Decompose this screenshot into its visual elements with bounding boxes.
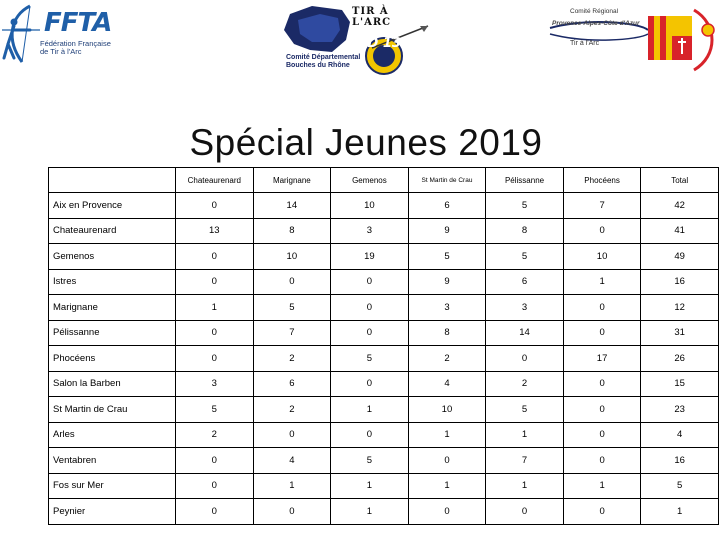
score-cell: 6	[486, 269, 564, 295]
score-cell: 3	[408, 295, 486, 321]
club-name: Aix en Provence	[49, 193, 176, 219]
score-cell: 0	[253, 499, 331, 525]
score-cell: 2	[408, 346, 486, 372]
table-header-row	[49, 168, 719, 193]
score-cell: 0	[563, 499, 641, 525]
score-cell: 0	[176, 346, 254, 372]
score-cell: 0	[331, 320, 409, 346]
score-cell: 0	[563, 422, 641, 448]
score-cell: 0	[563, 371, 641, 397]
score-cell: 1	[486, 473, 564, 499]
region-line-1: Comité Régional	[570, 8, 619, 15]
score-cell: 0	[563, 295, 641, 321]
score-cell: 10	[331, 193, 409, 219]
score-cell: 0	[176, 269, 254, 295]
score-cell: 1	[486, 422, 564, 448]
table-row	[49, 448, 719, 474]
club-name: Phocéens	[49, 346, 176, 372]
score-cell: 0	[486, 499, 564, 525]
score-cell: 0	[176, 473, 254, 499]
score-cell: 0	[176, 320, 254, 346]
ffta-wordmark: FFTA	[44, 8, 112, 38]
region-line-2: Provence-Alpes-Côte d'Azur	[552, 20, 640, 27]
club-name: Chateaurenard	[49, 218, 176, 244]
score-cell: 0	[408, 448, 486, 474]
score-cell: 0	[563, 218, 641, 244]
total-cell: 42	[641, 193, 719, 219]
score-cell: 1	[331, 473, 409, 499]
club-name: Salon la Barben	[49, 371, 176, 397]
column-header: Chateaurenard	[176, 168, 254, 193]
total-cell: 16	[641, 448, 719, 474]
column-header: Pélissanne	[486, 168, 564, 193]
ffta-subtitle: Fédération Française de Tir à l'Arc	[40, 39, 111, 56]
score-cell: 0	[253, 269, 331, 295]
score-cell: 14	[253, 193, 331, 219]
score-cell: 6	[408, 193, 486, 219]
score-cell: 0	[176, 448, 254, 474]
table-row	[49, 244, 719, 270]
cd13-logo	[272, 0, 432, 82]
column-header	[49, 168, 176, 193]
club-name: Gemenos	[49, 244, 176, 270]
club-name: Marignane	[49, 295, 176, 321]
score-cell: 0	[331, 269, 409, 295]
score-cell: 8	[408, 320, 486, 346]
score-cell: 1	[331, 499, 409, 525]
score-cell: 7	[486, 448, 564, 474]
page-title: Spécial Jeunes 2019	[189, 122, 543, 163]
table-row	[49, 473, 719, 499]
club-name: Peynier	[49, 499, 176, 525]
column-header: Marignane	[253, 168, 331, 193]
score-cell: 13	[176, 218, 254, 244]
score-cell: 1	[176, 295, 254, 321]
score-cell: 4	[408, 371, 486, 397]
score-cell: 0	[253, 422, 331, 448]
score-cell: 19	[331, 244, 409, 270]
score-cell: 0	[563, 397, 641, 423]
column-header: Total	[641, 168, 719, 193]
score-cell: 0	[176, 244, 254, 270]
total-cell: 23	[641, 397, 719, 423]
score-cell: 0	[408, 499, 486, 525]
score-cell: 1	[331, 397, 409, 423]
club-name: Ventabren	[49, 448, 176, 474]
table-row	[49, 371, 719, 397]
score-cell: 9	[408, 218, 486, 244]
score-cell: 2	[176, 422, 254, 448]
score-cell: 2	[486, 371, 564, 397]
total-cell: 4	[641, 422, 719, 448]
total-cell: 5	[641, 473, 719, 499]
region-logo	[548, 0, 720, 76]
club-name: Pélissanne	[49, 320, 176, 346]
score-cell: 2	[253, 346, 331, 372]
score-cell: 1	[408, 473, 486, 499]
club-name: Fos sur Mer	[49, 473, 176, 499]
score-cell: 1	[408, 422, 486, 448]
score-cell: 7	[253, 320, 331, 346]
score-cell: 5	[176, 397, 254, 423]
score-cell: 5	[486, 193, 564, 219]
score-cell: 2	[253, 397, 331, 423]
total-cell: 41	[641, 218, 719, 244]
score-cell: 4	[253, 448, 331, 474]
table-row	[49, 269, 719, 295]
cd13-badge: CD 13	[358, 36, 401, 51]
total-cell: 26	[641, 346, 719, 372]
score-cell: 7	[563, 193, 641, 219]
score-cell: 8	[253, 218, 331, 244]
score-cell: 1	[563, 473, 641, 499]
score-cell: 9	[408, 269, 486, 295]
total-cell: 12	[641, 295, 719, 321]
score-cell: 0	[331, 371, 409, 397]
results-table	[48, 167, 719, 525]
total-cell: 15	[641, 371, 719, 397]
score-cell: 8	[486, 218, 564, 244]
score-cell: 0	[486, 346, 564, 372]
ffta-logo	[0, 0, 120, 70]
score-cell: 10	[563, 244, 641, 270]
region-line-3: Tir à l'Arc	[570, 40, 600, 47]
score-cell: 1	[563, 269, 641, 295]
cd13-title: TIR À L'ARC	[352, 6, 392, 28]
score-cell: 0	[176, 499, 254, 525]
table-row	[49, 193, 719, 219]
score-cell: 0	[176, 193, 254, 219]
score-cell: 5	[331, 448, 409, 474]
score-cell: 14	[486, 320, 564, 346]
table-row	[49, 218, 719, 244]
column-header: St Martin de Crau	[408, 168, 486, 193]
table-row	[49, 422, 719, 448]
score-cell: 0	[563, 448, 641, 474]
score-cell: 17	[563, 346, 641, 372]
score-cell: 6	[253, 371, 331, 397]
score-cell: 1	[253, 473, 331, 499]
column-header: Gemenos	[331, 168, 409, 193]
score-cell: 5	[486, 397, 564, 423]
total-cell: 31	[641, 320, 719, 346]
score-cell: 5	[331, 346, 409, 372]
table-row	[49, 346, 719, 372]
club-name: Arles	[49, 422, 176, 448]
column-header: Phocéens	[563, 168, 641, 193]
score-cell: 0	[331, 422, 409, 448]
total-cell: 1	[641, 499, 719, 525]
total-cell: 49	[641, 244, 719, 270]
score-cell: 10	[408, 397, 486, 423]
table-row	[49, 397, 719, 423]
score-cell: 10	[253, 244, 331, 270]
score-cell: 3	[331, 218, 409, 244]
score-cell: 3	[176, 371, 254, 397]
score-cell: 0	[331, 295, 409, 321]
score-cell: 0	[563, 320, 641, 346]
table-row	[49, 320, 719, 346]
score-cell: 5	[486, 244, 564, 270]
club-name: St Martin de Crau	[49, 397, 176, 423]
club-name: Istres	[49, 269, 176, 295]
score-cell: 5	[408, 244, 486, 270]
cd13-subtitle: Comité Départemental Bouches du Rhône	[286, 54, 361, 69]
table-row	[49, 295, 719, 321]
total-cell: 16	[641, 269, 719, 295]
score-cell: 5	[253, 295, 331, 321]
table-row	[49, 499, 719, 525]
archer-icon	[0, 0, 44, 70]
score-cell: 3	[486, 295, 564, 321]
